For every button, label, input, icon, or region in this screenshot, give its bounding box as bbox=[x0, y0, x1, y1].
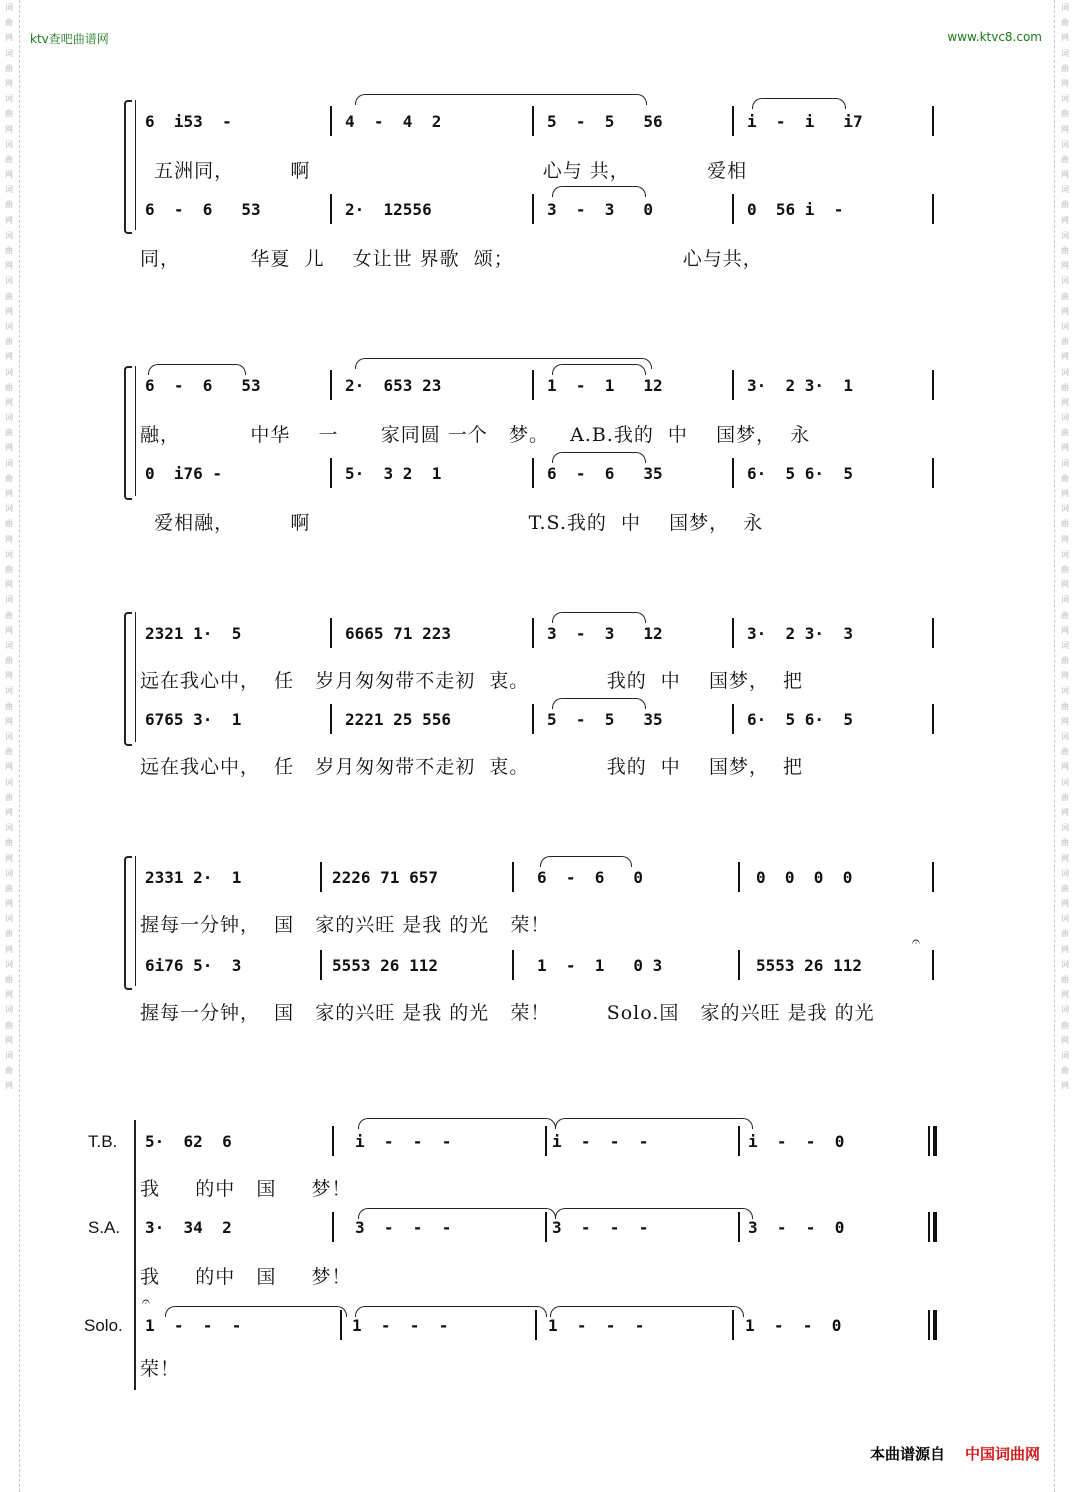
part-label-tb: T.B. bbox=[88, 1132, 118, 1151]
lyric-line: 握每一分钟， 国 家的兴旺 是我 的光 荣！ Solo.国 家的兴旺 是我 的光 bbox=[140, 1002, 875, 1024]
lyric-line-sa: 我 的中 国 梦！ bbox=[140, 1266, 352, 1288]
side-watermark-left: 词曲网词曲网词曲网词曲网词曲网词曲网词曲网词曲网词曲网词曲网词曲网词曲网词曲网词曲网词曲网词曲网词曲网词曲网词曲网词曲网词曲网词曲网词曲网词曲网 bbox=[5, 3, 13, 1091]
measure-3: 1 - 1 0 3 bbox=[537, 956, 663, 975]
measure-2: 2· 653 23 bbox=[345, 376, 442, 395]
measure-3: 1 - 1 12 bbox=[547, 376, 663, 395]
header-site-name: ktv查吧曲谱网 bbox=[30, 32, 109, 46]
measure-4: i - - 0 bbox=[748, 1132, 845, 1151]
staff-lower bbox=[140, 194, 940, 238]
lyric-line-tb: 我 的中 国 梦！ bbox=[140, 1178, 352, 1200]
part-label-sa: S.A. bbox=[88, 1218, 121, 1237]
lyric-line: 握每一分钟， 国 家的兴旺 是我 的光 荣！ bbox=[140, 914, 551, 936]
measure-4: 5553 26 112 bbox=[756, 956, 862, 975]
measure-3: 5 - 5 56 bbox=[547, 112, 663, 131]
measure-2: 3 - - - bbox=[355, 1218, 452, 1237]
footer-site-link[interactable]: 中国词曲网 bbox=[964, 1445, 1040, 1463]
measure-2: 2226 71 657 bbox=[332, 868, 438, 887]
measure-1: 6 - 6 53 bbox=[145, 200, 261, 219]
measure-4: i - i i7 bbox=[747, 112, 863, 131]
measure-2: 5· 3 2 1 bbox=[345, 464, 442, 483]
staff-solo bbox=[140, 1294, 940, 1354]
side-watermark-right: 词曲网词曲网词曲网词曲网词曲网词曲网词曲网词曲网词曲网词曲网词曲网词曲网词曲网词曲网词曲网词曲网词曲网词曲网词曲网词曲网词曲网词曲网词曲网词曲网 bbox=[1061, 3, 1069, 1091]
measure-1: 5· 62 6 bbox=[145, 1132, 232, 1151]
measure-1: 6765 3· 1 bbox=[145, 710, 242, 729]
measure-3: 3 - - - bbox=[552, 1218, 649, 1237]
footer-source-label: 本曲谱源自 bbox=[869, 1445, 945, 1463]
part-label-solo: Solo. bbox=[84, 1316, 123, 1335]
measure-3: 6 - 6 0 bbox=[537, 868, 643, 887]
lyric-line-solo: 荣！ bbox=[140, 1358, 181, 1380]
measure-2: 6665 71 223 bbox=[345, 624, 451, 643]
measure-4: 6· 5 6· 5 bbox=[747, 710, 853, 729]
header-site-url[interactable]: www.ktvc8.com bbox=[947, 30, 1042, 44]
measure-3: 3 - 3 12 bbox=[547, 624, 663, 643]
measure-1: 6i76 5· 3 bbox=[145, 956, 242, 975]
staff-upper bbox=[140, 370, 940, 414]
measure-3: 1 - - - bbox=[548, 1316, 645, 1335]
measure-1: 6 i53 - bbox=[145, 112, 232, 131]
measure-1: 3· 34 2 bbox=[145, 1218, 232, 1237]
measure-1: 6 - 6 53 bbox=[145, 376, 261, 395]
measure-2: i - - - bbox=[355, 1132, 452, 1151]
lyric-line: 同， 华夏 儿 女让世 界歌 颂； 心与共， bbox=[140, 248, 763, 270]
measure-1: 2321 1· 5 bbox=[145, 624, 242, 643]
footer-credit bbox=[870, 1443, 1040, 1464]
measure-3: 5 - 5 35 bbox=[547, 710, 663, 729]
measure-4: 0 0 0 0 bbox=[756, 868, 853, 887]
measure-3: 3 - 3 0 bbox=[547, 200, 653, 219]
measure-2: 1 - - - bbox=[352, 1316, 449, 1335]
staff-upper bbox=[140, 106, 940, 150]
measure-2: 4 - 4 2 bbox=[345, 112, 442, 131]
fermata-icon: 𝄐 bbox=[142, 1294, 150, 1310]
staff-tb bbox=[140, 1126, 940, 1170]
staff-upper bbox=[140, 618, 940, 662]
staff-upper bbox=[140, 862, 940, 906]
measure-2: 2· 12556 bbox=[345, 200, 432, 219]
measure-4: 3· 2 3· 1 bbox=[747, 376, 853, 395]
staff-lower bbox=[140, 934, 940, 994]
measure-4: 3 - - 0 bbox=[748, 1218, 845, 1237]
measure-1: 2331 2· 1 bbox=[145, 868, 242, 887]
staff-sa bbox=[140, 1212, 940, 1256]
fermata-icon: 𝄐 bbox=[912, 934, 920, 950]
measure-4: 1 - - 0 bbox=[745, 1316, 842, 1335]
lyric-line: 远在我心中， 任 岁月匆匆带不走初 衷。 我的 中 国梦， 把 bbox=[140, 756, 804, 778]
measure-4: 3· 2 3· 3 bbox=[747, 624, 853, 643]
staff-lower bbox=[140, 458, 940, 502]
staff-lower bbox=[140, 704, 940, 748]
measure-1: 1 - - - bbox=[145, 1316, 242, 1335]
lyric-line: 爱相融， 啊 T.S.我的 中 国梦， 永 bbox=[140, 512, 764, 534]
measure-3: i - - - bbox=[552, 1132, 649, 1151]
measure-1: 0 i76 - bbox=[145, 464, 223, 483]
lyric-line: 融， 中华 一 家同圆 一个 梦。 A.B.我的 中 国梦， 永 bbox=[140, 424, 811, 446]
measure-2: 2221 25 556 bbox=[345, 710, 451, 729]
measure-4: 6· 5 6· 5 bbox=[747, 464, 853, 483]
measure-3: 6 - 6 35 bbox=[547, 464, 663, 483]
lyric-line: 五洲同， 啊 心与 共， 爱相 bbox=[140, 160, 748, 182]
measure-2: 5553 26 112 bbox=[332, 956, 438, 975]
measure-4: 0 56 i - bbox=[747, 200, 844, 219]
lyric-line: 远在我心中， 任 岁月匆匆带不走初 衷。 我的 中 国梦， 把 bbox=[140, 670, 804, 692]
